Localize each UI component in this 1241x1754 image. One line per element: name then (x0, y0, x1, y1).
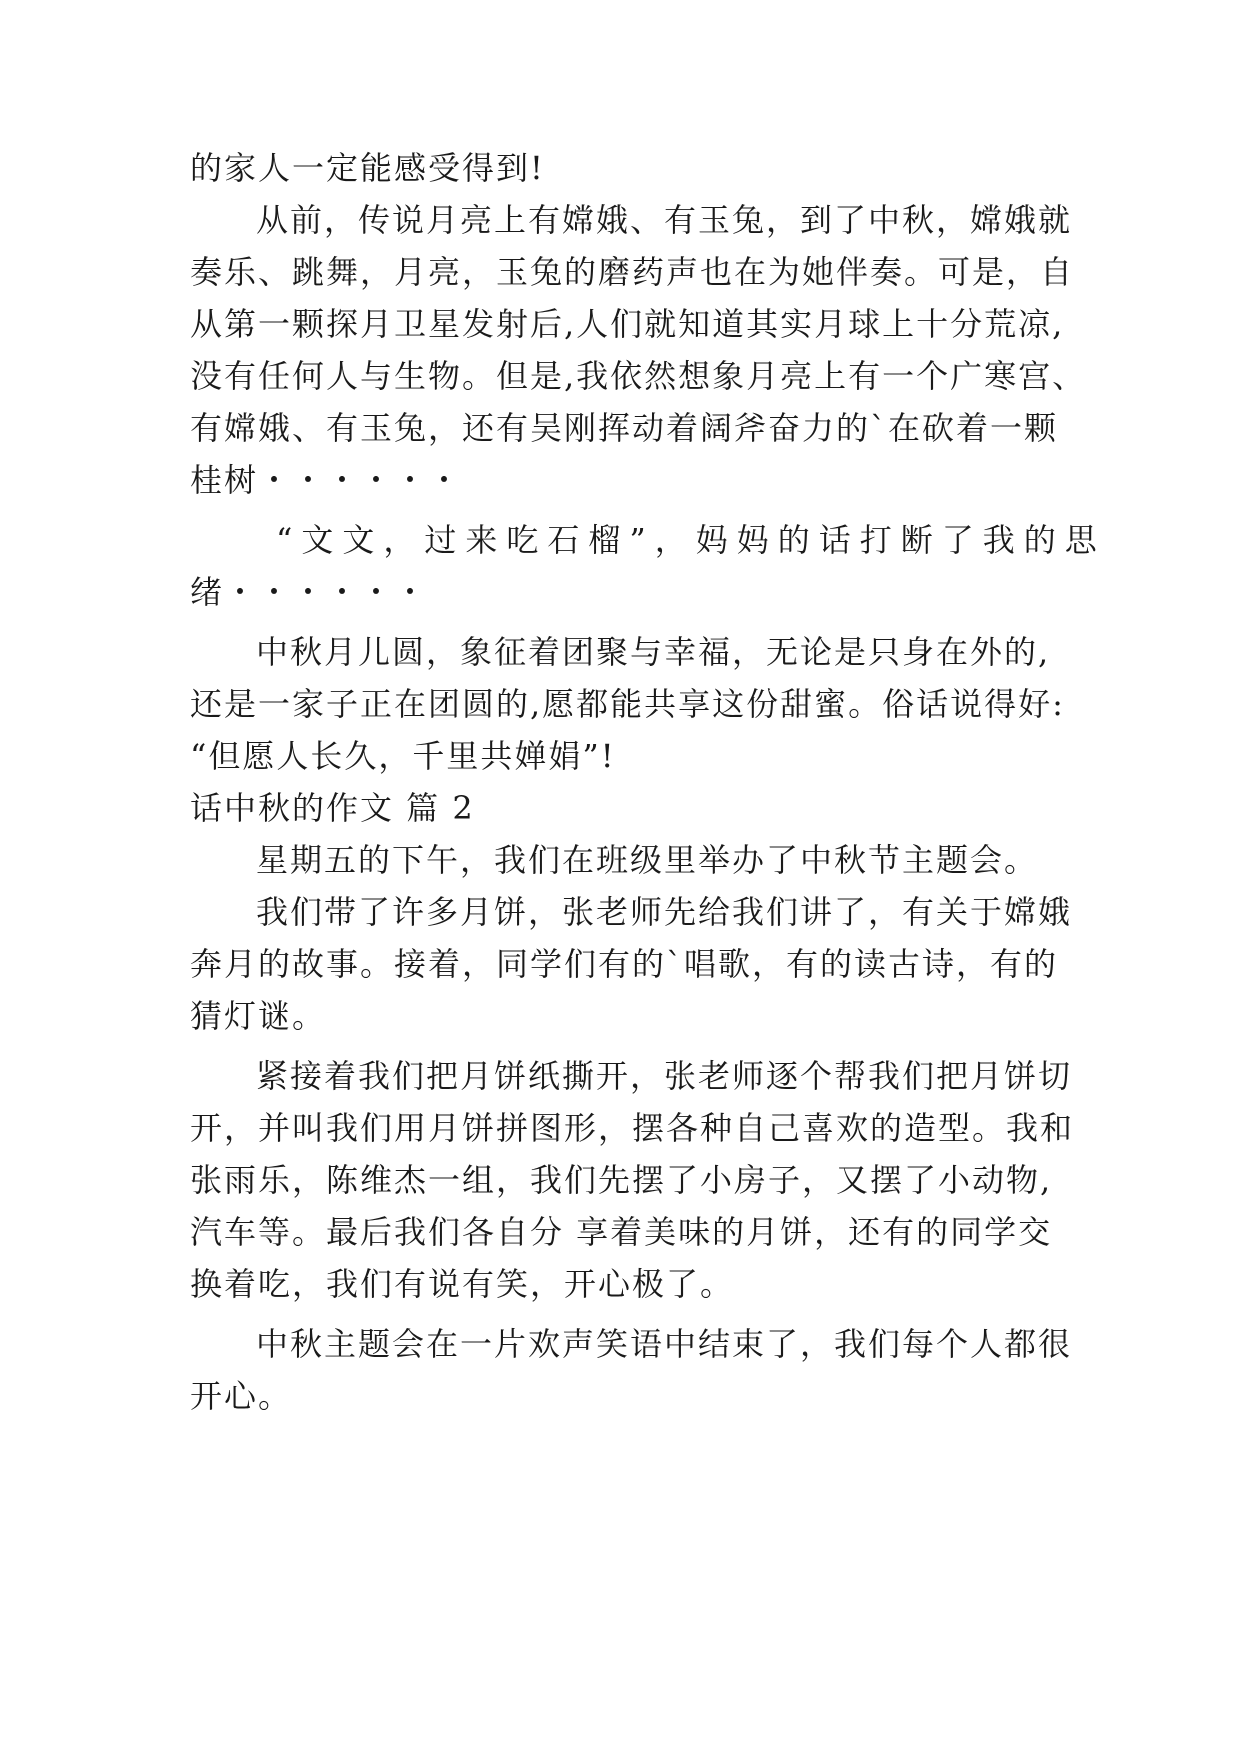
text-line: 绪・・・・・・ (190, 573, 429, 611)
text-line: 还是一家子正在团圆的,愿都能共享这份甜蜜。俗话说得好: (190, 685, 1065, 723)
paragraph-start: 紧接着我们把月饼纸撕开，张老师逐个帮我们把月饼切 (256, 1057, 1073, 1095)
text-line: 桂树・・・・・・ (190, 461, 463, 499)
text-line: 换着吃，我们有说有笑，开心极了。 (190, 1265, 735, 1303)
paragraph-start: “文文，过来吃石榴”，妈妈的话打断了我的思 (276, 521, 1106, 559)
text-line: 有嫦娥、有玉兔，还有吴刚挥动着阔斧奋力的`在砍着一颗 (190, 409, 1059, 447)
text-line: 奏乐、跳舞，月亮，玉兔的磨药声也在为她伴奏。可是，自 (190, 253, 1075, 291)
text-line: 奔月的故事。接着，同学们有的`唱歌，有的读古诗，有的 (190, 945, 1059, 983)
paragraph-start: 中秋主题会在一片欢声笑语中结束了，我们每个人都很 (256, 1325, 1073, 1363)
paragraph-start: 中秋月儿圆，象征着团聚与幸福，无论是只身在外的, (256, 633, 1051, 671)
text-line: 开心。 (190, 1377, 293, 1415)
paragraph-start: 从前，传说月亮上有嫦娥、有玉兔，到了中秋，嫦娥就 (256, 201, 1073, 239)
text-line: 张雨乐，陈维杰一组，我们先摆了小房子，又摆了小动物, (190, 1161, 1053, 1199)
text-line: 没有任何人与生物。但是,我依然想象月亮上有一个广寒宫、 (190, 357, 1087, 395)
text-line: 开，并叫我们用月饼拼图形，摆各种自己喜欢的造型。我和 (190, 1109, 1075, 1147)
text-line: “但愿人长久，千里共婵娟”! (190, 737, 616, 775)
text-line: 汽车等。最后我们各自分 享着美味的月饼，还有的同学交 (190, 1213, 1053, 1251)
text-line: 从第一颗探月卫星发射后,人们就知道其实月球上十分荒凉, (190, 305, 1065, 343)
paragraph-start: 星期五的下午，我们在班级里举办了中秋节主题会。 (256, 841, 1039, 879)
paragraph-start: 我们带了许多月饼，张老师先给我们讲了，有关于嫦娥 (256, 893, 1073, 931)
text-line: 的家人一定能感受得到! (190, 149, 545, 187)
text-line: 猜灯谜。 (190, 997, 327, 1035)
section-heading: 话中秋的作文 篇 2 (190, 789, 475, 827)
